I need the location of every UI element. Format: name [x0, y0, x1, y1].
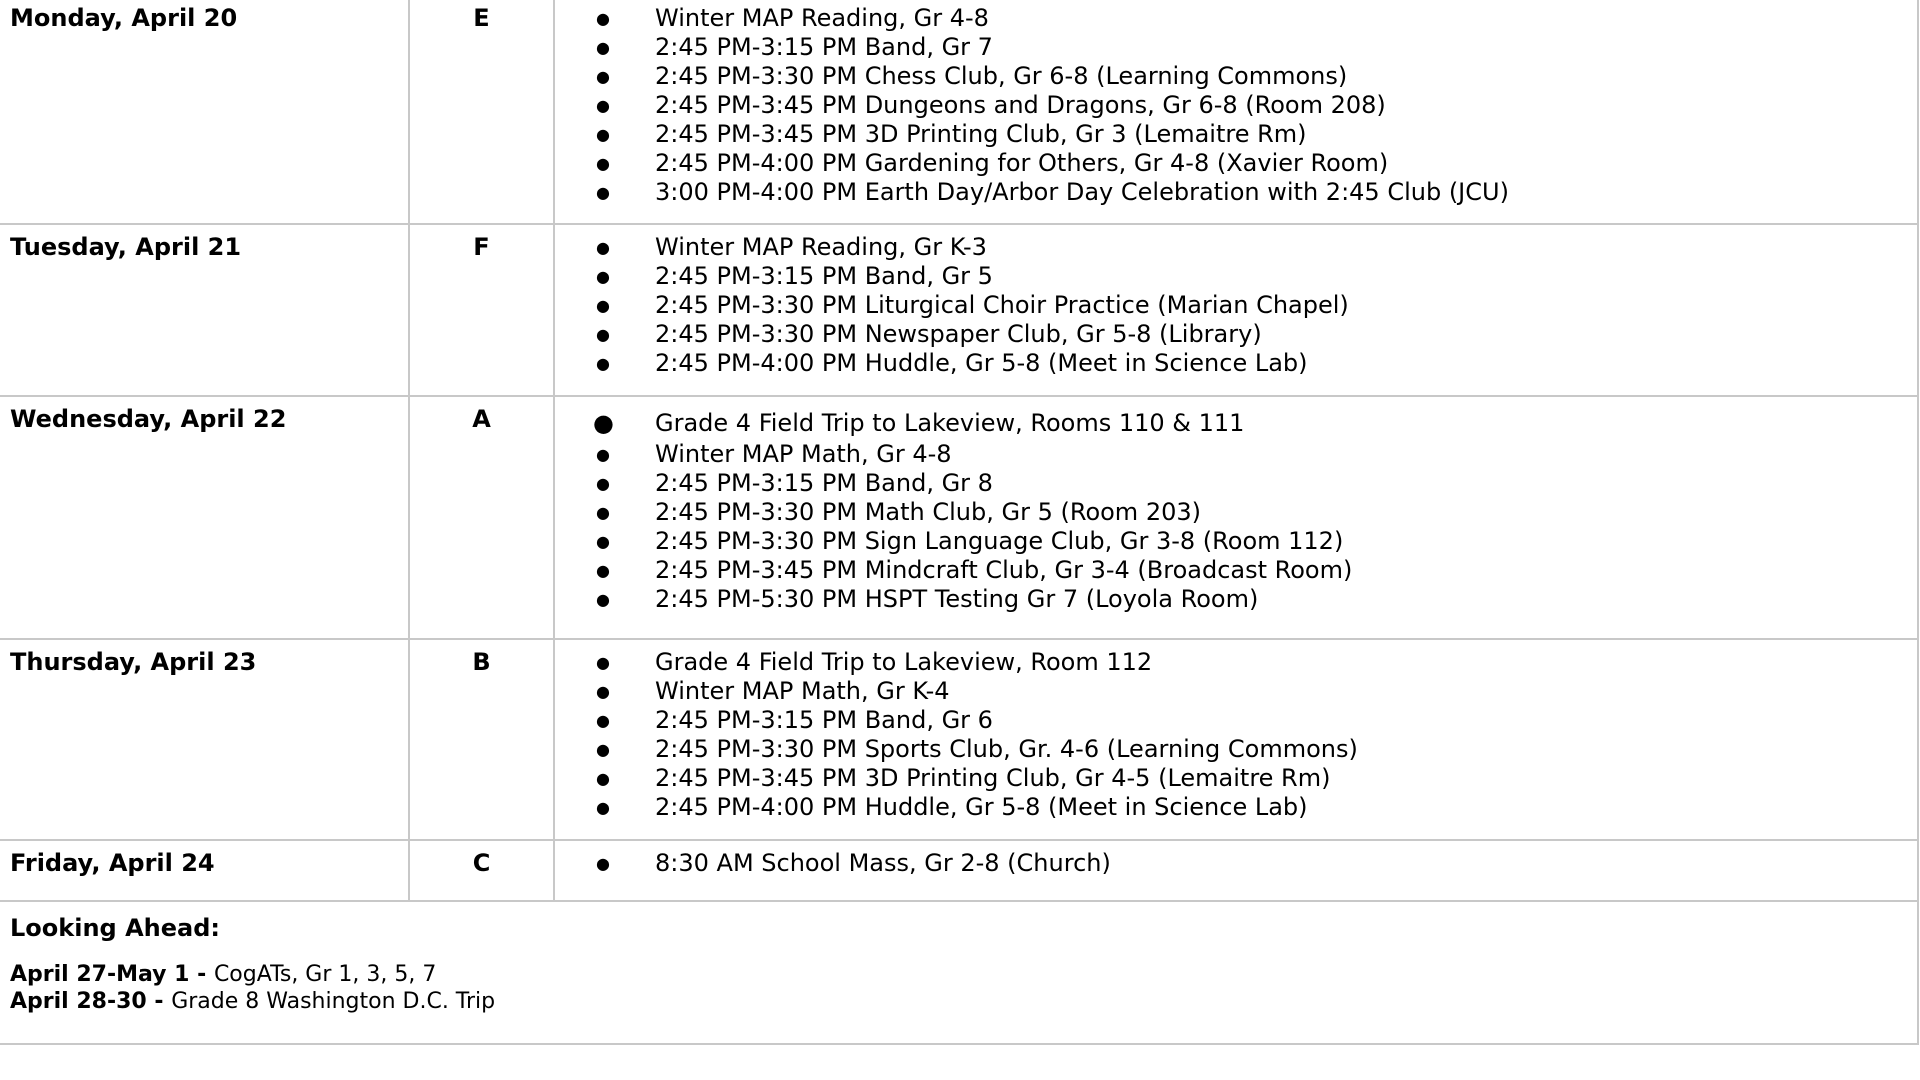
event-item	[555, 349, 1917, 378]
event-text: Grade 4 Field Trip to Lakeview, Room 112	[655, 648, 1153, 676]
event-list	[555, 233, 1917, 378]
day-label: Friday, April 24	[0, 840, 409, 901]
bullet-icon: ●	[593, 409, 614, 437]
bullet-icon: ●	[596, 325, 610, 344]
event-item	[555, 62, 1917, 91]
day-letter: F	[409, 224, 554, 396]
event-list	[555, 648, 1917, 822]
event-text: 2:45 PM-3:15 PM Band, Gr 7	[655, 33, 993, 61]
bullet-icon: ●	[596, 238, 610, 257]
event-text: 8:30 AM School Mass, Gr 2-8 (Church)	[655, 849, 1111, 877]
event-text: 3:00 PM-4:00 PM Earth Day/Arbor Day Celebration with 2:45 Club (JCU)	[655, 178, 1509, 206]
bullet-icon: ●	[596, 267, 610, 286]
event-text: 2:45 PM-3:15 PM Band, Gr 6	[655, 706, 993, 734]
event-item	[555, 793, 1917, 822]
looking-ahead-date: April 28-30 -	[10, 989, 172, 1014]
events-cell	[554, 840, 1918, 901]
event-item	[555, 178, 1917, 207]
event-item	[555, 291, 1917, 320]
bullet-icon: ●	[596, 532, 610, 551]
looking-ahead-cell	[0, 901, 1918, 1044]
bullet-icon: ●	[596, 854, 610, 873]
event-list	[555, 4, 1917, 207]
event-text: 2:45 PM-3:45 PM 3D Printing Club, Gr 4-5 (Lemaitre Rm)	[655, 764, 1331, 792]
event-text: Winter MAP Math, Gr K-4	[655, 677, 950, 705]
event-item	[555, 120, 1917, 149]
bullet-icon: ●	[596, 503, 610, 522]
day-label: Monday, April 20	[0, 0, 409, 224]
event-item	[555, 233, 1917, 262]
bullet-icon: ●	[596, 96, 610, 115]
looking-ahead-date: April 27-May 1 -	[10, 962, 214, 987]
event-text: 2:45 PM-3:45 PM Mindcraft Club, Gr 3-4 (Broadcast Room)	[655, 556, 1353, 584]
event-text: 2:45 PM-3:30 PM Chess Club, Gr 6-8 (Learning Commons)	[655, 62, 1348, 90]
event-item	[555, 91, 1917, 120]
bullet-icon: ●	[596, 798, 610, 817]
events-cell	[554, 224, 1918, 396]
event-item	[555, 4, 1917, 33]
looking-ahead-title: Looking Ahead:	[10, 914, 220, 942]
event-item	[555, 648, 1917, 677]
event-item	[555, 33, 1917, 62]
bullet-icon: ●	[596, 38, 610, 57]
events-cell	[554, 639, 1918, 840]
bullet-icon: ●	[596, 682, 610, 701]
event-item	[555, 405, 1917, 440]
event-text: 2:45 PM-4:00 PM Huddle, Gr 5-8 (Meet in Science Lab)	[655, 349, 1308, 377]
event-text: Grade 4 Field Trip to Lakeview, Rooms 110 & 111	[655, 409, 1245, 437]
bullet-icon: ●	[596, 711, 610, 730]
day-letter: A	[409, 396, 554, 639]
day-label: Tuesday, April 21	[0, 224, 409, 396]
event-text: 2:45 PM-3:30 PM Sign Language Club, Gr 3-8 (Room 112)	[655, 527, 1344, 555]
day-label: Thursday, April 23	[0, 639, 409, 840]
event-text: 2:45 PM-5:30 PM HSPT Testing Gr 7 (Loyola Room)	[655, 585, 1259, 613]
event-text: 2:45 PM-4:00 PM Huddle, Gr 5-8 (Meet in Science Lab)	[655, 793, 1308, 821]
schedule-row-friday	[0, 840, 1918, 901]
event-item	[555, 149, 1917, 178]
event-list	[555, 849, 1917, 878]
bullet-icon: ●	[596, 445, 610, 464]
events-cell	[554, 396, 1918, 639]
bullet-icon: ●	[596, 154, 610, 173]
event-item	[555, 735, 1917, 764]
schedule-row-tuesday	[0, 224, 1918, 396]
bullet-icon: ●	[596, 125, 610, 144]
event-text: Winter MAP Math, Gr 4-8	[655, 440, 952, 468]
event-item	[555, 677, 1917, 706]
bullet-icon: ●	[596, 561, 610, 580]
looking-ahead-text: CogATs, Gr 1, 3, 5, 7	[213, 962, 437, 987]
schedule-row-thursday	[0, 639, 1918, 840]
day-letter: B	[409, 639, 554, 840]
event-text: Winter MAP Reading, Gr 4-8	[655, 4, 989, 32]
day-label: Wednesday, April 22	[0, 396, 409, 639]
bullet-icon: ●	[596, 474, 610, 493]
day-letter: E	[409, 0, 554, 224]
event-item	[555, 849, 1917, 878]
event-text: 2:45 PM-3:15 PM Band, Gr 8	[655, 469, 993, 497]
bullet-icon: ●	[596, 740, 610, 759]
event-list	[555, 405, 1917, 614]
bullet-icon: ●	[596, 67, 610, 86]
bullet-icon: ●	[596, 590, 610, 609]
event-item	[555, 262, 1917, 291]
event-text: 2:45 PM-3:30 PM Newspaper Club, Gr 5-8 (Library)	[655, 320, 1262, 348]
event-item	[555, 764, 1917, 793]
day-letter: C	[409, 840, 554, 901]
schedule-row-monday	[0, 0, 1918, 224]
bullet-icon: ●	[596, 9, 610, 28]
event-text: 2:45 PM-3:45 PM 3D Printing Club, Gr 3 (Lemaitre Rm)	[655, 120, 1307, 148]
event-text: 2:45 PM-3:30 PM Math Club, Gr 5 (Room 203)	[655, 498, 1201, 526]
looking-ahead-row	[0, 901, 1918, 1044]
schedule-row-wednesday	[0, 396, 1918, 639]
event-text: 2:45 PM-4:00 PM Gardening for Others, Gr 4-8 (Xavier Room)	[655, 149, 1389, 177]
event-item	[555, 527, 1917, 556]
bullet-icon: ●	[596, 296, 610, 315]
event-item	[555, 706, 1917, 735]
bullet-icon: ●	[596, 183, 610, 202]
bullet-icon: ●	[596, 653, 610, 672]
event-item	[555, 440, 1917, 469]
event-item	[555, 320, 1917, 349]
event-text: Winter MAP Reading, Gr K-3	[655, 233, 987, 261]
looking-ahead-item	[10, 961, 1917, 988]
event-text: 2:45 PM-3:45 PM Dungeons and Dragons, Gr 6-8 (Room 208)	[655, 91, 1386, 119]
bullet-icon: ●	[596, 769, 610, 788]
event-item	[555, 498, 1917, 527]
event-item	[555, 585, 1917, 614]
bullet-icon: ●	[596, 354, 610, 373]
looking-ahead-item	[10, 988, 1917, 1015]
event-item	[555, 469, 1917, 498]
event-text: 2:45 PM-3:15 PM Band, Gr 5	[655, 262, 993, 290]
event-text: 2:45 PM-3:30 PM Liturgical Choir Practice (Marian Chapel)	[655, 291, 1349, 319]
events-cell	[554, 0, 1918, 224]
looking-ahead-text: Grade 8 Washington D.C. Trip	[171, 989, 496, 1014]
event-text: 2:45 PM-3:30 PM Sports Club, Gr. 4-6 (Learning Commons)	[655, 735, 1358, 763]
event-item	[555, 556, 1917, 585]
